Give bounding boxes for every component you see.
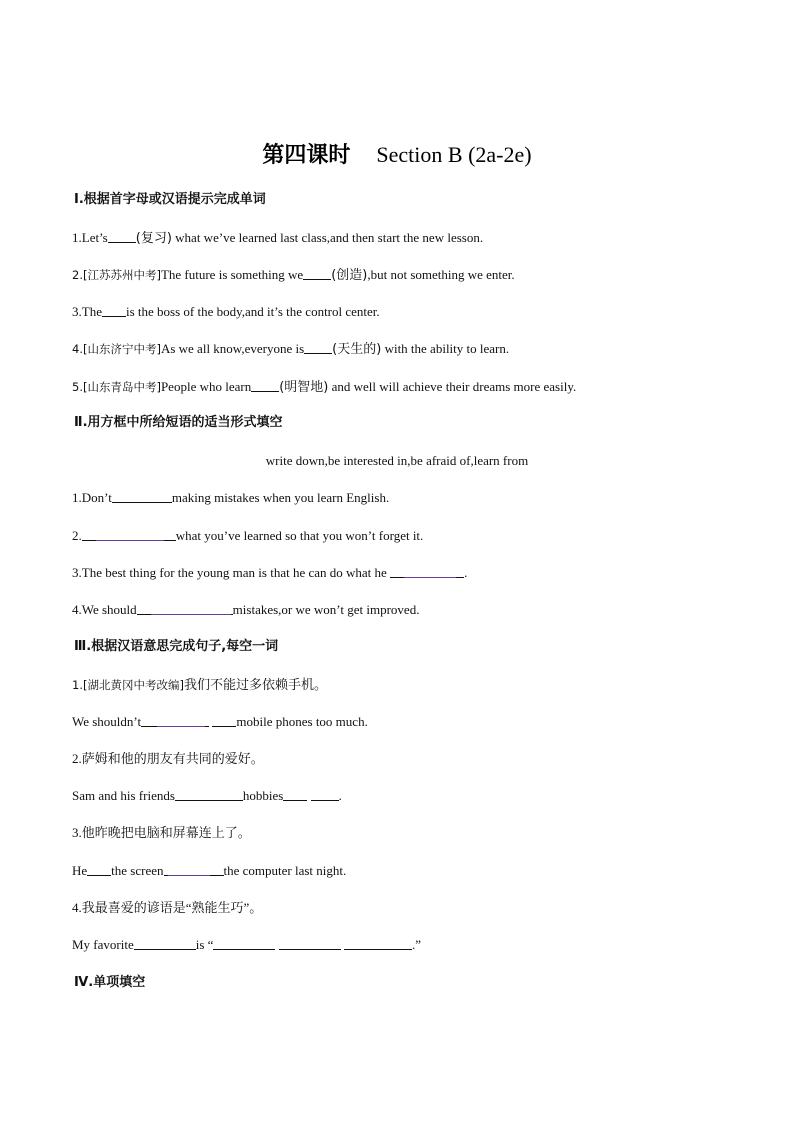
section-heading-3: Ⅲ.根据汉语意思完成句子,每空一词 <box>74 639 279 654</box>
question-3-3-english: He the screen the computer last night. <box>72 863 347 878</box>
answer-blank[interactable] <box>213 937 275 949</box>
answer-blank[interactable] <box>304 341 332 353</box>
question-3-3-chinese: 3.他昨晚把电脑和屏幕连上了。 <box>72 825 251 840</box>
answer-blank[interactable] <box>279 937 341 949</box>
question-3-4-chinese: 4.我最喜爱的谚语是“熟能生巧”。 <box>72 900 263 915</box>
answer-blank[interactable] <box>108 230 136 242</box>
title-chinese: 第四课时 <box>262 143 351 168</box>
question-2-3: 3.The best thing for the young man is that he can do what he . <box>72 565 468 580</box>
answer-blank[interactable] <box>283 788 307 800</box>
question-3-1-chinese: 1.[湖北黄冈中考改编]我们不能过多依赖手机。 <box>72 678 327 693</box>
question-2-1: 1.Don’t making mistakes when you learn English. <box>72 490 390 505</box>
question-1-5: 5.[山东青岛中考]People who learn (明智地) and well will achieve their dreams more easily. <box>72 379 577 395</box>
page-title <box>0 140 794 171</box>
answer-blank[interactable] <box>82 528 176 540</box>
question-2-2: 2. what you’ve learned so that you won’t forget it. <box>72 528 424 543</box>
answer-blank[interactable] <box>303 267 331 279</box>
phrase-box: write down,be interested in,be afraid of,learn from <box>265 453 529 468</box>
answer-blank[interactable] <box>137 602 233 614</box>
question-3-1-english: We shouldn’t mobile phones too much. <box>72 714 368 729</box>
section-heading-2: Ⅱ.用方框中所给短语的适当形式填空 <box>74 415 283 430</box>
question-1-1: 1.Let’s (复习) what we’ve learned last class,and then start the new lesson. <box>72 230 484 246</box>
section-heading-4: Ⅳ.单项填空 <box>74 975 146 990</box>
question-3-2-english: Sam and his friends hobbies . <box>72 788 342 803</box>
question-3-2-chinese: 2.萨姆和他的朋友有共同的爱好。 <box>72 751 264 766</box>
answer-blank[interactable] <box>251 379 279 391</box>
question-3-4-english: My favorite is “ .” <box>72 937 421 952</box>
answer-blank[interactable] <box>134 937 196 949</box>
question-2-4: 4.We should mistakes,or we won’t get improved. <box>72 602 420 617</box>
question-1-3: 3.The is the boss of the body,and it’s the control center. <box>72 304 380 319</box>
answer-blank[interactable] <box>164 863 224 875</box>
answer-blank[interactable] <box>87 863 111 875</box>
answer-blank[interactable] <box>390 565 464 577</box>
question-1-4: 4.[山东济宁中考]As we all know,everyone is (天生的) with the ability to learn. <box>72 341 510 357</box>
answer-blank[interactable] <box>311 788 339 800</box>
answer-blank[interactable] <box>212 714 236 726</box>
answer-blank[interactable] <box>175 788 243 800</box>
answer-blank[interactable] <box>112 490 172 502</box>
section-heading-1: Ⅰ.根据首字母或汉语提示完成单词 <box>74 192 266 207</box>
question-1-2: 2.[江苏苏州中考]The future is something we (创造),but not something we enter. <box>72 267 515 283</box>
answer-blank[interactable] <box>344 937 412 949</box>
answer-blank[interactable] <box>141 714 209 726</box>
answer-blank[interactable] <box>102 304 126 316</box>
title-english: Section B (2a-2e) <box>376 142 532 167</box>
